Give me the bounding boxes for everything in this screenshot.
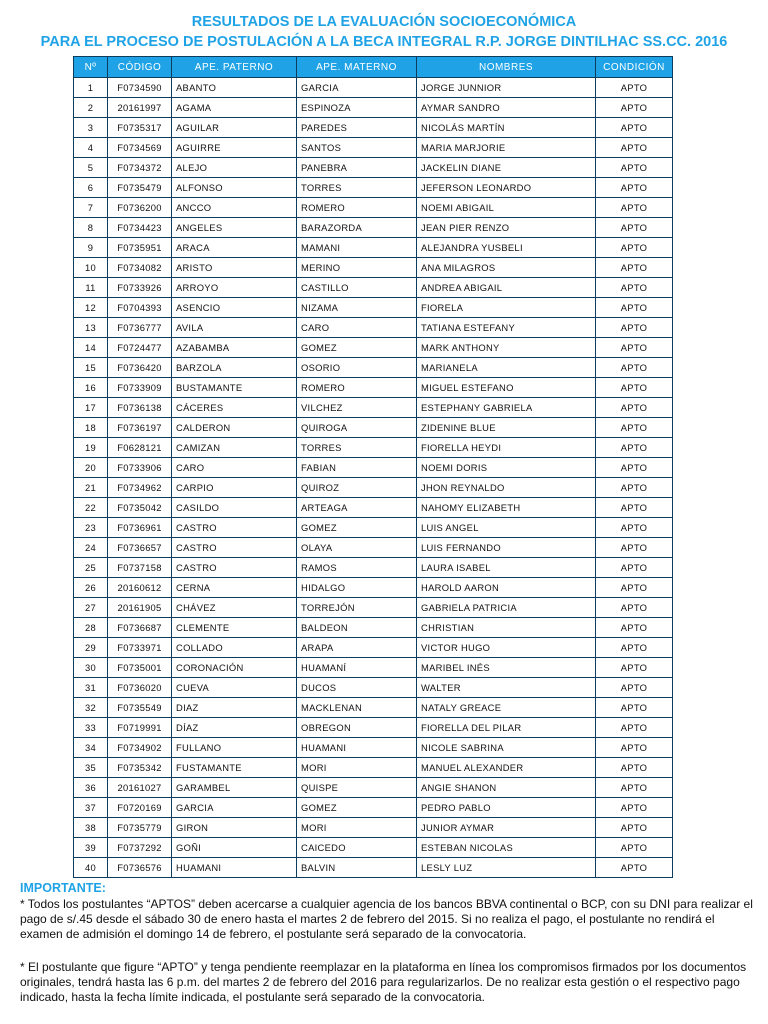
- cell-condition: APTO: [596, 538, 673, 558]
- cell-paternal-surname: CASTRO: [172, 518, 297, 538]
- table-row: [74, 438, 673, 458]
- table-row: [74, 818, 673, 838]
- table-row: [74, 478, 673, 498]
- cell-names: NICOLE SABRINA: [417, 738, 596, 758]
- cell-number: 10: [74, 258, 108, 278]
- cell-condition: APTO: [596, 198, 673, 218]
- title-line-1: RESULTADOS DE LA EVALUACIÓN SOCIOECONÓMICA: [191, 14, 577, 30]
- table-row: [74, 398, 673, 418]
- cell-maternal-surname: MORI: [297, 758, 417, 778]
- cell-maternal-surname: ARAPA: [297, 638, 417, 658]
- cell-maternal-surname: PANEBRA: [297, 158, 417, 178]
- cell-code: F0736197: [108, 418, 172, 438]
- cell-paternal-surname: FULLANO: [172, 738, 297, 758]
- cell-condition: APTO: [596, 378, 673, 398]
- cell-maternal-surname: PAREDES: [297, 118, 417, 138]
- cell-code: F0734569: [108, 138, 172, 158]
- cell-condition: APTO: [596, 558, 673, 578]
- cell-paternal-surname: CÁCERES: [172, 398, 297, 418]
- cell-number: 27: [74, 598, 108, 618]
- table-row: [74, 218, 673, 238]
- cell-number: 4: [74, 138, 108, 158]
- cell-condition: APTO: [596, 458, 673, 478]
- table-row: [74, 718, 673, 738]
- cell-code: F0736420: [108, 358, 172, 378]
- cell-maternal-surname: MACKLENAN: [297, 698, 417, 718]
- table-header-row: [74, 57, 673, 78]
- cell-maternal-surname: ROMERO: [297, 378, 417, 398]
- cell-condition: APTO: [596, 78, 673, 98]
- cell-maternal-surname: TORRES: [297, 178, 417, 198]
- cell-code: F0734372: [108, 158, 172, 178]
- cell-number: 11: [74, 278, 108, 298]
- cell-condition: APTO: [596, 278, 673, 298]
- cell-condition: APTO: [596, 358, 673, 378]
- cell-maternal-surname: SANTOS: [297, 138, 417, 158]
- cell-maternal-surname: CASTILLO: [297, 278, 417, 298]
- cell-paternal-surname: ANCCO: [172, 198, 297, 218]
- table-row: [74, 598, 673, 618]
- table-row: [74, 578, 673, 598]
- cell-paternal-surname: AGAMA: [172, 98, 297, 118]
- cell-names: ESTEPHANY GABRIELA: [417, 398, 596, 418]
- cell-paternal-surname: ASENCIO: [172, 298, 297, 318]
- cell-code: F0733926: [108, 278, 172, 298]
- cell-paternal-surname: HUAMANI: [172, 858, 297, 878]
- table-row: [74, 298, 673, 318]
- cell-number: 32: [74, 698, 108, 718]
- cell-code: F0736200: [108, 198, 172, 218]
- cell-names: LUIS ANGEL: [417, 518, 596, 538]
- cell-code: 20161027: [108, 778, 172, 798]
- cell-paternal-surname: ABANTO: [172, 78, 297, 98]
- cell-number: 1: [74, 78, 108, 98]
- cell-names: HAROLD AARON: [417, 578, 596, 598]
- important-label: IMPORTANTE:: [20, 881, 106, 895]
- cell-paternal-surname: CARO: [172, 458, 297, 478]
- table-row: [74, 118, 673, 138]
- cell-names: NATALY GREACE: [417, 698, 596, 718]
- cell-number: 13: [74, 318, 108, 338]
- cell-condition: APTO: [596, 178, 673, 198]
- cell-condition: APTO: [596, 598, 673, 618]
- cell-paternal-surname: DÍAZ: [172, 718, 297, 738]
- cell-names: JACKELIN DIANE: [417, 158, 596, 178]
- cell-code: F0734902: [108, 738, 172, 758]
- cell-number: 31: [74, 678, 108, 698]
- cell-paternal-surname: ARACA: [172, 238, 297, 258]
- cell-paternal-surname: COLLADO: [172, 638, 297, 658]
- table-row: [74, 758, 673, 778]
- cell-maternal-surname: ARTEAGA: [297, 498, 417, 518]
- cell-condition: APTO: [596, 818, 673, 838]
- cell-number: 5: [74, 158, 108, 178]
- cell-paternal-surname: ALEJO: [172, 158, 297, 178]
- table-row: [74, 638, 673, 658]
- cell-condition: APTO: [596, 758, 673, 778]
- cell-code: F0736020: [108, 678, 172, 698]
- cell-condition: APTO: [596, 498, 673, 518]
- cell-code: F0733909: [108, 378, 172, 398]
- cell-paternal-surname: CERNA: [172, 578, 297, 598]
- cell-names: NICOLÁS MARTÍN: [417, 118, 596, 138]
- cell-code: F0735317: [108, 118, 172, 138]
- cell-maternal-surname: DUCOS: [297, 678, 417, 698]
- cell-names: JHON REYNALDO: [417, 478, 596, 498]
- cell-code: F0734423: [108, 218, 172, 238]
- cell-condition: APTO: [596, 238, 673, 258]
- cell-number: 36: [74, 778, 108, 798]
- cell-condition: APTO: [596, 418, 673, 438]
- cell-names: LUIS FERNANDO: [417, 538, 596, 558]
- cell-number: 37: [74, 798, 108, 818]
- cell-condition: APTO: [596, 298, 673, 318]
- cell-maternal-surname: HUAMANI: [297, 738, 417, 758]
- cell-names: JEFERSON LEONARDO: [417, 178, 596, 198]
- cell-number: 14: [74, 338, 108, 358]
- cell-condition: APTO: [596, 518, 673, 538]
- cell-condition: APTO: [596, 98, 673, 118]
- cell-code: F0719991: [108, 718, 172, 738]
- cell-paternal-surname: AGUIRRE: [172, 138, 297, 158]
- cell-number: 2: [74, 98, 108, 118]
- cell-paternal-surname: GOÑI: [172, 838, 297, 858]
- cell-code: 20161905: [108, 598, 172, 618]
- cell-names: JORGE JUNNIOR: [417, 78, 596, 98]
- cell-code: F0735042: [108, 498, 172, 518]
- title-line-2: PARA EL PROCESO DE POSTULACIÓN A LA BECA INTEGRAL R.P. JORGE DINTILHAC SS.CC. 2016: [40, 34, 728, 50]
- cell-condition: APTO: [596, 438, 673, 458]
- cell-number: 40: [74, 858, 108, 878]
- cell-maternal-surname: HIDALGO: [297, 578, 417, 598]
- cell-maternal-surname: OLAYA: [297, 538, 417, 558]
- cell-names: AYMAR SANDRO: [417, 98, 596, 118]
- cell-condition: APTO: [596, 398, 673, 418]
- cell-paternal-surname: ARROYO: [172, 278, 297, 298]
- cell-names: ANA MILAGROS: [417, 258, 596, 278]
- table-row: [74, 858, 673, 878]
- table-row: [74, 378, 673, 398]
- cell-paternal-surname: CUEVA: [172, 678, 297, 698]
- cell-number: 3: [74, 118, 108, 138]
- header-maternal-surname: APE. MATERNO: [297, 57, 417, 78]
- cell-number: 28: [74, 618, 108, 638]
- cell-number: 39: [74, 838, 108, 858]
- cell-number: 12: [74, 298, 108, 318]
- cell-code: F0720169: [108, 798, 172, 818]
- table-body: [74, 78, 673, 878]
- cell-number: 25: [74, 558, 108, 578]
- cell-names: FIORELLA HEYDI: [417, 438, 596, 458]
- cell-condition: APTO: [596, 838, 673, 858]
- cell-number: 16: [74, 378, 108, 398]
- cell-maternal-surname: VILCHEZ: [297, 398, 417, 418]
- cell-condition: APTO: [596, 258, 673, 278]
- cell-number: 24: [74, 538, 108, 558]
- cell-names: JEAN PIER RENZO: [417, 218, 596, 238]
- cell-code: F0736687: [108, 618, 172, 638]
- cell-names: NAHOMY ELIZABETH: [417, 498, 596, 518]
- cell-maternal-surname: TORRES: [297, 438, 417, 458]
- cell-code: F0736777: [108, 318, 172, 338]
- cell-paternal-surname: FUSTAMANTE: [172, 758, 297, 778]
- cell-code: F0734590: [108, 78, 172, 98]
- note-documents: * El postulante que figure “APTO” y tenga pendiente reemplazar en la plataforma en línea los compromisos firmados por los documentos originales, tendrá hasta las 6 p.m. del martes 2 de febrero del 2016 para regularizarlos. De no realizar esta gestión o el respectivo pago indicado, hasta la fecha límite indicada, el postulante será separado de la convocatoria.: [20, 960, 747, 1004]
- cell-maternal-surname: TORREJÓN: [297, 598, 417, 618]
- cell-number: 9: [74, 238, 108, 258]
- cell-number: 15: [74, 358, 108, 378]
- cell-number: 29: [74, 638, 108, 658]
- cell-names: MARIA MARJORIE: [417, 138, 596, 158]
- cell-names: CHRISTIAN: [417, 618, 596, 638]
- cell-names: FIORELA: [417, 298, 596, 318]
- cell-condition: APTO: [596, 618, 673, 638]
- cell-paternal-surname: CHÁVEZ: [172, 598, 297, 618]
- cell-condition: APTO: [596, 678, 673, 698]
- cell-number: 23: [74, 518, 108, 538]
- cell-code: F0735001: [108, 658, 172, 678]
- cell-condition: APTO: [596, 718, 673, 738]
- cell-names: NOEMI DORIS: [417, 458, 596, 478]
- cell-condition: APTO: [596, 698, 673, 718]
- cell-maternal-surname: ROMERO: [297, 198, 417, 218]
- cell-condition: APTO: [596, 638, 673, 658]
- cell-maternal-surname: QUIROGA: [297, 418, 417, 438]
- header-code: CÓDIGO: [108, 57, 172, 78]
- cell-code: F0736576: [108, 858, 172, 878]
- cell-names: ESTEBAN NICOLAS: [417, 838, 596, 858]
- cell-number: 22: [74, 498, 108, 518]
- table-row: [74, 98, 673, 118]
- cell-condition: APTO: [596, 118, 673, 138]
- table-row: [74, 358, 673, 378]
- cell-names: LAURA ISABEL: [417, 558, 596, 578]
- cell-maternal-surname: ESPINOZA: [297, 98, 417, 118]
- cell-paternal-surname: ARISTO: [172, 258, 297, 278]
- cell-names: ANDREA ABIGAIL: [417, 278, 596, 298]
- cell-paternal-surname: AVILA: [172, 318, 297, 338]
- table-row: [74, 158, 673, 178]
- cell-code: F0736961: [108, 518, 172, 538]
- cell-number: 38: [74, 818, 108, 838]
- cell-maternal-surname: RAMOS: [297, 558, 417, 578]
- cell-code: F0737158: [108, 558, 172, 578]
- cell-number: 21: [74, 478, 108, 498]
- cell-names: FIORELLA DEL PILAR: [417, 718, 596, 738]
- table-row: [74, 518, 673, 538]
- cell-code: F0737292: [108, 838, 172, 858]
- table-row: [74, 78, 673, 98]
- cell-paternal-surname: CASTRO: [172, 538, 297, 558]
- table-row: [74, 698, 673, 718]
- cell-code: F0736657: [108, 538, 172, 558]
- cell-paternal-surname: CAMIZAN: [172, 438, 297, 458]
- header-condition: CONDICIÓN: [596, 57, 673, 78]
- cell-maternal-surname: CAICEDO: [297, 838, 417, 858]
- cell-maternal-surname: NIZAMA: [297, 298, 417, 318]
- cell-code: F0733971: [108, 638, 172, 658]
- cell-number: 7: [74, 198, 108, 218]
- cell-condition: APTO: [596, 658, 673, 678]
- cell-code: 20161997: [108, 98, 172, 118]
- cell-maternal-surname: QUIROZ: [297, 478, 417, 498]
- cell-number: 8: [74, 218, 108, 238]
- cell-code: F0628121: [108, 438, 172, 458]
- cell-names: GABRIELA PATRICIA: [417, 598, 596, 618]
- cell-number: 18: [74, 418, 108, 438]
- header-names: NOMBRES: [417, 57, 596, 78]
- table-row: [74, 278, 673, 298]
- table-row: [74, 658, 673, 678]
- cell-paternal-surname: DIAZ: [172, 698, 297, 718]
- cell-maternal-surname: MERINO: [297, 258, 417, 278]
- cell-condition: APTO: [596, 158, 673, 178]
- cell-condition: APTO: [596, 218, 673, 238]
- cell-names: MARK ANTHONY: [417, 338, 596, 358]
- cell-condition: APTO: [596, 578, 673, 598]
- cell-paternal-surname: CASILDO: [172, 498, 297, 518]
- results-table: [73, 56, 673, 878]
- table-row: [74, 458, 673, 478]
- cell-maternal-surname: BALVIN: [297, 858, 417, 878]
- cell-names: ZIDENINE BLUE: [417, 418, 596, 438]
- cell-paternal-surname: CORONACIÓN: [172, 658, 297, 678]
- cell-paternal-surname: CARPIO: [172, 478, 297, 498]
- cell-condition: APTO: [596, 778, 673, 798]
- table-row: [74, 778, 673, 798]
- cell-number: 20: [74, 458, 108, 478]
- cell-maternal-surname: HUAMANÍ: [297, 658, 417, 678]
- header-number: Nº: [74, 57, 108, 78]
- table-row: [74, 138, 673, 158]
- cell-names: MARIANELA: [417, 358, 596, 378]
- cell-paternal-surname: ANGELES: [172, 218, 297, 238]
- cell-maternal-surname: QUISPE: [297, 778, 417, 798]
- table-row: [74, 338, 673, 358]
- cell-number: 33: [74, 718, 108, 738]
- cell-condition: APTO: [596, 318, 673, 338]
- cell-code: F0734082: [108, 258, 172, 278]
- cell-maternal-surname: BARAZORDA: [297, 218, 417, 238]
- cell-paternal-surname: GARCIA: [172, 798, 297, 818]
- cell-paternal-surname: BARZOLA: [172, 358, 297, 378]
- table-row: [74, 238, 673, 258]
- cell-names: ANGIE SHANON: [417, 778, 596, 798]
- cell-paternal-surname: ALFONSO: [172, 178, 297, 198]
- cell-condition: APTO: [596, 478, 673, 498]
- cell-code: F0735479: [108, 178, 172, 198]
- cell-names: LESLY LUZ: [417, 858, 596, 878]
- cell-names: VICTOR HUGO: [417, 638, 596, 658]
- header-paternal-surname: APE. PATERNO: [172, 57, 297, 78]
- cell-names: TATIANA ESTEFANY: [417, 318, 596, 338]
- cell-names: JUNIOR AYMAR: [417, 818, 596, 838]
- table-row: [74, 498, 673, 518]
- cell-number: 19: [74, 438, 108, 458]
- cell-paternal-surname: CASTRO: [172, 558, 297, 578]
- cell-maternal-surname: CARO: [297, 318, 417, 338]
- cell-paternal-surname: GARAMBEL: [172, 778, 297, 798]
- cell-code: F0704393: [108, 298, 172, 318]
- cell-code: F0735951: [108, 238, 172, 258]
- table-row: [74, 798, 673, 818]
- cell-maternal-surname: GARCIA: [297, 78, 417, 98]
- cell-maternal-surname: GOMEZ: [297, 338, 417, 358]
- cell-condition: APTO: [596, 738, 673, 758]
- cell-names: WALTER: [417, 678, 596, 698]
- table-row: [74, 258, 673, 278]
- table-row: [74, 318, 673, 338]
- cell-maternal-surname: FABIAN: [297, 458, 417, 478]
- table-row: [74, 558, 673, 578]
- cell-names: MIGUEL ESTEFANO: [417, 378, 596, 398]
- cell-maternal-surname: BALDEON: [297, 618, 417, 638]
- cell-code: 20160612: [108, 578, 172, 598]
- cell-code: F0734962: [108, 478, 172, 498]
- note-payment: * Todos los postulantes “APTOS” deben acercarse a cualquier agencia de los bancos BBVA continental o BCP, con su DNI para realizar el pago de s/.45 desde el sábado 30 de enero hasta el martes 2 de febrero del 2015. Si no realiza el pago, el postulante no rendirá el examen de admisión el domingo 14 de febrero, el postulante será separado de la convocatoria.: [20, 897, 753, 941]
- cell-code: F0733906: [108, 458, 172, 478]
- table-row: [74, 738, 673, 758]
- cell-code: F0736138: [108, 398, 172, 418]
- cell-maternal-surname: OBREGON: [297, 718, 417, 738]
- cell-paternal-surname: AGUILAR: [172, 118, 297, 138]
- cell-maternal-surname: MORI: [297, 818, 417, 838]
- cell-number: 17: [74, 398, 108, 418]
- cell-condition: APTO: [596, 798, 673, 818]
- table-row: [74, 538, 673, 558]
- table-row: [74, 178, 673, 198]
- table-row: [74, 198, 673, 218]
- cell-code: F0735549: [108, 698, 172, 718]
- cell-maternal-surname: GOMEZ: [297, 518, 417, 538]
- cell-paternal-surname: GIRON: [172, 818, 297, 838]
- cell-names: MARIBEL INÉS: [417, 658, 596, 678]
- cell-code: F0724477: [108, 338, 172, 358]
- cell-code: F0735779: [108, 818, 172, 838]
- cell-number: 34: [74, 738, 108, 758]
- table-row: [74, 418, 673, 438]
- cell-names: ALEJANDRA YUSBELI: [417, 238, 596, 258]
- cell-names: NOEMI ABIGAIL: [417, 198, 596, 218]
- table-row: [74, 678, 673, 698]
- cell-number: 26: [74, 578, 108, 598]
- cell-maternal-surname: OSORIO: [297, 358, 417, 378]
- cell-paternal-surname: AZABAMBA: [172, 338, 297, 358]
- cell-paternal-surname: CLEMENTE: [172, 618, 297, 638]
- cell-paternal-surname: BUSTAMANTE: [172, 378, 297, 398]
- cell-paternal-surname: CALDERON: [172, 418, 297, 438]
- cell-number: 35: [74, 758, 108, 778]
- cell-code: F0735342: [108, 758, 172, 778]
- cell-number: 30: [74, 658, 108, 678]
- cell-names: MANUEL ALEXANDER: [417, 758, 596, 778]
- cell-number: 6: [74, 178, 108, 198]
- cell-condition: APTO: [596, 338, 673, 358]
- cell-maternal-surname: MAMANI: [297, 238, 417, 258]
- cell-condition: APTO: [596, 858, 673, 878]
- cell-names: PEDRO PABLO: [417, 798, 596, 818]
- table-row: [74, 618, 673, 638]
- cell-condition: APTO: [596, 138, 673, 158]
- cell-maternal-surname: GOMEZ: [297, 798, 417, 818]
- table-row: [74, 838, 673, 858]
